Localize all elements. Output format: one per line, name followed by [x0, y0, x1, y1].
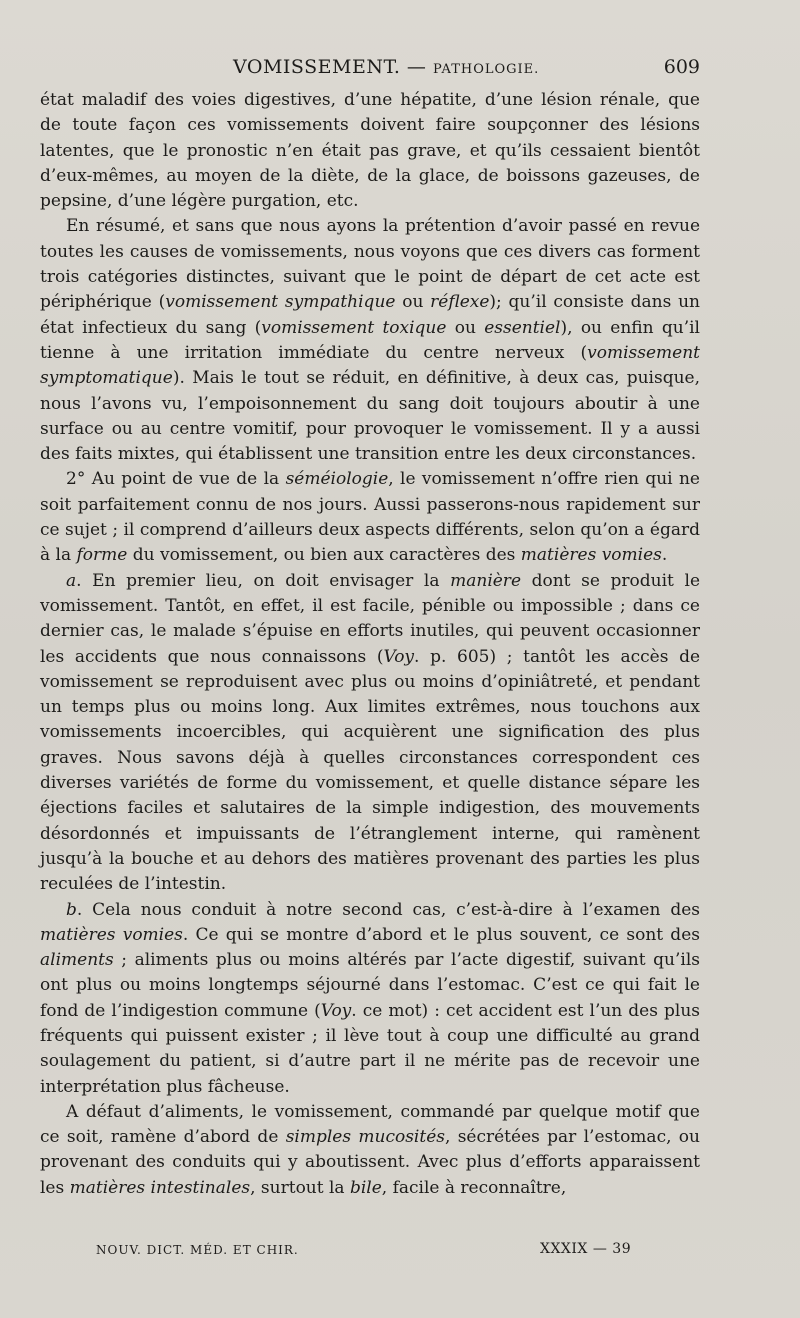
- italic-text: matières vomies: [40, 924, 183, 945]
- italic-text: vomissement sympathique: [165, 292, 396, 313]
- page-number: 609: [663, 56, 700, 78]
- body-text: [40, 88, 700, 1201]
- italic-text: réflexe: [430, 292, 490, 313]
- text-run: ou: [395, 292, 431, 313]
- text-run: ). Mais le tout se réduit, en définitive, à deux cas, puisque, nous l’avons vu, l’empoisonnement du sang doit toujours aboutir à une surface ou au centre vomitif, pour provoquer le vomissement. Il y a aussi des faits mixtes, qui établissent une transition entre les deux circonstances.: [40, 368, 700, 465]
- header-title: VOMISSEMENT.: [233, 56, 401, 78]
- text-run: , facile à reconnaître,: [381, 1177, 567, 1198]
- text-run: ; aliments plus ou moins altérés par l’acte digestif, suivant qu’ils ont plus ou moins longtemps séjourné dans l’estomac. C’est ce qui fait le fond de l’indigestion commune (: [40, 950, 700, 1021]
- italic-text: b: [66, 899, 77, 920]
- text-run: . Ce qui se montre d’abord et le plus souvent, ce sont des: [182, 924, 700, 945]
- text-run: ), ou enfin qu’il tienne à une irritation immédiate du centre nerveux (: [40, 317, 700, 363]
- italic-text: bile: [349, 1177, 382, 1198]
- italic-text: séméiologie: [285, 469, 389, 490]
- header-dash: —: [406, 56, 427, 78]
- italic-text: manière: [450, 570, 521, 591]
- italic-text: Voy: [383, 646, 415, 667]
- footer-signature: NOUV. DICT. MÉD. ET CHIR.: [96, 1243, 299, 1257]
- italic-text: matières vomies: [520, 545, 662, 566]
- text-run: ); qu’il consiste dans un état infectieux du sang (: [40, 292, 700, 338]
- text-run: . Cela nous conduit à notre second cas, c’est-à-dire à l’examen des: [76, 899, 700, 920]
- text-run: , sécrétées par l’estomac, ou provenant des conduits qui y aboutissent. Avec plus d’efforts apparaissent les: [40, 1127, 700, 1198]
- italic-text: essentiel: [484, 317, 561, 338]
- text-run: ou: [446, 317, 485, 338]
- text-run: , le vomissement n’offre rien qui ne soit parfaitement connu de nos jours. Aussi passerons-nous rapidement sur ce sujet ; il comprend d’ailleurs deux aspects différents, selon qu’on a égard à la: [40, 469, 700, 566]
- text-run: . En premier lieu, on doit envisager la: [76, 570, 451, 591]
- paragraph: [40, 569, 700, 898]
- text-run: état maladif des voies digestives, d’une hépatite, d’une lésion rénale, que de toute façon ces vomissements doivent faire soupçonner des lésions latentes, que le pronostic n’en était pas grave, et qu’ils cessaient bientôt d’eux-mêmes, au moyen de la diète, de la glace, de boissons gazeuses, de pepsine, d’une légère purgation, etc.: [40, 90, 700, 212]
- footer-volume-sheet: XXXIX — 39: [540, 1241, 632, 1257]
- running-header: [40, 56, 700, 86]
- italic-text: vomissement symptomatique: [40, 342, 700, 389]
- italic-text: forme: [76, 545, 128, 566]
- text-run: 2° Au point de vue de la: [66, 469, 286, 490]
- page-footer: [40, 1241, 700, 1265]
- italic-text: Voy: [320, 1000, 352, 1021]
- italic-text: vomissement toxique: [261, 317, 447, 338]
- text-run: . ce mot) : cet accident est l’un des plus fréquents qui puissent exister ; il lève tout à coup une difficulté au grand soulagement du patient, si d’autre part il ne mérite pas de recevoir une interprétation plus fâcheuse.: [40, 1000, 700, 1097]
- text-run: . p. 605) ; tantôt les accès de vomissement se reproduisent avec plus ou moins d’opiniâtreté, et pendant un temps plus ou moins long. Aux limites extrêmes, nous touchons aux vomissements incoercibles, qui acquièrent une signification des plus graves. Nous savons déjà à quelles circonstances correspondent ces diverses variétés de forme du vomissement, et quelle distance sépare les éjections faciles et salutaires de la simple indigestion, des mouvements désordonnés et impuissants de l’étranglement interne, qui ramènent jusqu’à la bouche et au dehors des matières provenant des parties les plus reculées de l’intestin.: [40, 646, 701, 895]
- italic-text: simples mucosités: [285, 1127, 445, 1148]
- text-run: du vomissement, ou bien aux caractères des: [127, 545, 521, 566]
- text-run: dont se produit le vomissement. Tantôt, en effet, il est facile, pénible ou impossible ; dans ce dernier cas, le malade s’épuise en efforts inutiles, qui peuvent occasionner les accidents que nous connaissons (: [40, 570, 701, 667]
- paragraph: [40, 214, 700, 467]
- paragraph: [40, 88, 700, 214]
- italic-text: a: [66, 570, 77, 591]
- running-title: [233, 56, 539, 78]
- italic-text: matières intestinales: [69, 1177, 251, 1198]
- paragraph: [40, 898, 700, 1100]
- header-section: PATHOLOGIE.: [432, 62, 540, 77]
- italic-text: aliments: [40, 950, 114, 971]
- paragraph: [40, 1100, 700, 1201]
- text-run: En résumé, et sans que nous ayons la prétention d’avoir passé en revue toutes les causes de vomissements, nous voyons que ces divers cas forment trois catégories distinctes, suivant que le point de départ de cet acte est périphérique (: [40, 216, 700, 313]
- text-run: A défaut d’aliments, le vomissement, commandé par quelque motif que ce soit, ramène d’abord de: [40, 1101, 700, 1148]
- text-run: .: [661, 545, 668, 566]
- paragraph: [40, 467, 700, 568]
- text-run: , surtout la: [250, 1177, 350, 1198]
